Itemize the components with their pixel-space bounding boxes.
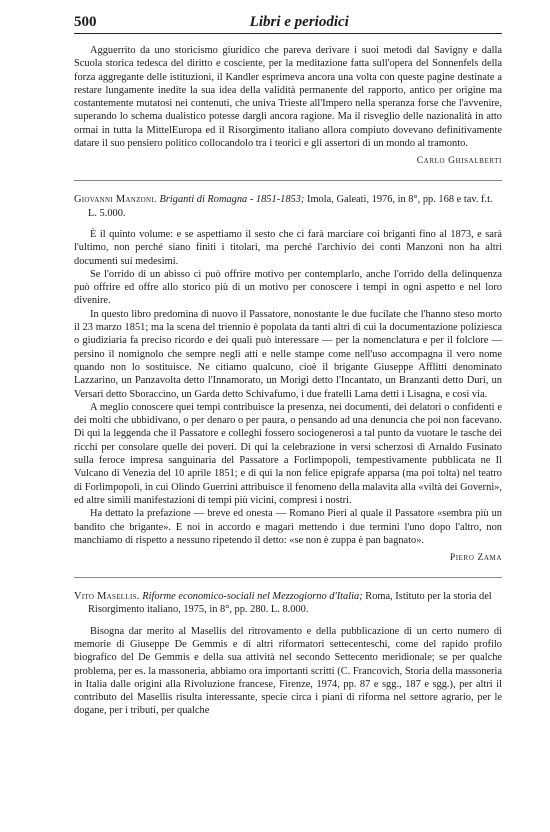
paragraph: Bisogna dar merito al Masellis del ritrovamento e della pubblicazione di un certo numero di memorie di Giuseppe De Gemmis e di altri riformatori settecenteschi, come del rapido profilo biografico del De Gemmis e della sua attività nel secondo Settecento meridionale; se per qualche problema, per es. la massoneria, abbiamo ora importanti scritti (C. Francovich, Storia della massoneria in Italia dalle origini alla Rivoluzione francese, Firenze, 1974, pp. 87 e sgg., 187 e sgg.), per altri il contributo del Masellis risulta interessante, specie circa i piani di riforma nel settore agrario, per le dogane, per i tributi, per qualche <box>74 625 502 717</box>
review-3-body <box>74 625 502 718</box>
paragraph: È il quinto volume: e se aspettiamo il sesto che ci farà marciare coi briganti fino al 1873, e sarà l'ultimo, non perché siano finiti i titolari, ma perché l'archivio dei conti Manzoni non ha altri documenti sui medesimi. <box>74 228 502 267</box>
paragraph: A meglio conoscere quei tempi contribuisce la presenza, nei documenti, dei delatori o confidenti e dei molti che ubbidivano, o per denaro o per paura, o pensando ad una denuncia che poi non facevano. Di qui la leggenda che il Passatore e colleghi fossero sociogenerosi a tal punto da vuotare le tasche dei ricchi per consolare quelle dei poveri. Di qui la celebrazione in versi scherzosi di Arnaldo Fusinato sulla feroce impresa sanguinaria del Passatore a Forlimpopoli, tempestivamente pubblicata ne Il Vulcano di Venezia del 10 aprile 1851; e di qui la non felice epigrafe apparsa (ma poi tolta) nel teatro di Forlimpopoli, in cui Olindo Guerrini attribuisce il fenomeno della malavita alla «viltà dei Governi», ed altre simili manifestazioni di tempi più vicini, compresi i nostri. <box>74 401 502 506</box>
review-title: Briganti di Romagna - 1851-1853; <box>159 194 305 206</box>
review-title: Riforme economico-sociali nel Mezzogiorno d'Italia; <box>142 591 363 603</box>
review-3-heading <box>74 590 502 617</box>
page-header <box>74 14 502 34</box>
divider <box>74 577 502 578</box>
signature-zama: Piero Zama <box>449 553 502 564</box>
review-1-body <box>74 44 502 150</box>
paragraph: Agguerrito da uno storicismo giuridico che pareva derivare i suoi metodi dal Savigny e dalla Scuola storica tedesca del diritto e cosciente, per la meditazione fatta sull'opera del Sonnenfels della forza aggregante delle istituzioni, il Kandler esprimeva ancora una volta con queste pagine destinate a restare lungamente inedite la sua idea della validità permanente del rapporto, antico per origine ma costantemente mutatosi nei contenuti, che univa Trieste all'Impero nella speranza forse che l'avvenire, superando lo schema dualistico potesse dargli ancora ragione. Ma il risveglio delle nazionalità in atto ormai in tutta la MittelEuropa ed il Risorgimento italiano allora compiuto dovevano definitivamente datare il suo pensiero politico collocandolo tra i teorici e gli assertori di un mondo al tramonto. <box>74 45 502 150</box>
signature-ghisalberti: Carlo Ghisalberti <box>416 156 502 167</box>
divider <box>74 180 502 181</box>
paragraph: Ha dettato la prefazione — breve ed onesta — Romano Pieri al quale il Passatore «sembra più un bandito che brigante». E noi in accordo e magari mettendo i due termini l'uno dopo l'altro, non manchiamo di rispetto a nessuno ripetendo il detto: «se non è zuppa è pan bagnato». <box>74 508 502 546</box>
review-details: Roma, Istituto per la storia del Risorgimento italiano, 1975, in 8°, pp. 280. L. 8.000. <box>88 591 492 616</box>
review-2-body <box>74 228 502 547</box>
review-author: Giovanni Manzoni. <box>74 194 157 206</box>
running-head: Libri e periodici <box>249 14 349 30</box>
review-2-heading <box>74 193 502 220</box>
review-details: Imola, Galeati, 1976, in 8°, pp. 168 e tav. f.t. L. 5.000. <box>88 194 493 219</box>
review-author: Vito Masellis. <box>74 591 140 603</box>
paragraph: Se l'orrido di un abisso ci può offrire motivo per contemplarlo, anche l'orrido della delinquenza può offrire ed offre allo storico più di un motivo per conoscere i tempi in ogni aspetto e nel loro divenire. <box>74 268 502 307</box>
page-number: 500 <box>74 14 97 30</box>
paragraph: In questo libro predomina di nuovo il Passatore, nonostante le due fucilate che l'hanno steso morto il 23 marzo 1851; ma la scena del triennio è popolata da tanti altri di cui la documentazione poliziesca o giudiziaria fa preciso ricordo e dei quali può interessare — per la nomenclatura e per il folclore — persino il nomignolo che sempre negli atti e nelle stampe come nell'uso accompagna il vero nome quando non lo sostituisce. Ne citiamo qualcuno, cioè il brigante Giuseppe Afflitti denominato Lazzarino, un Panzavolta detto l'Innamorato, un Morigi detto l'Incantato, un Branzanti detto Duri, un Versari detto Sboraccino, un Garda detto Schivafumo, i due fratelli Lama detti i Lisagna, e così via. <box>74 308 502 400</box>
